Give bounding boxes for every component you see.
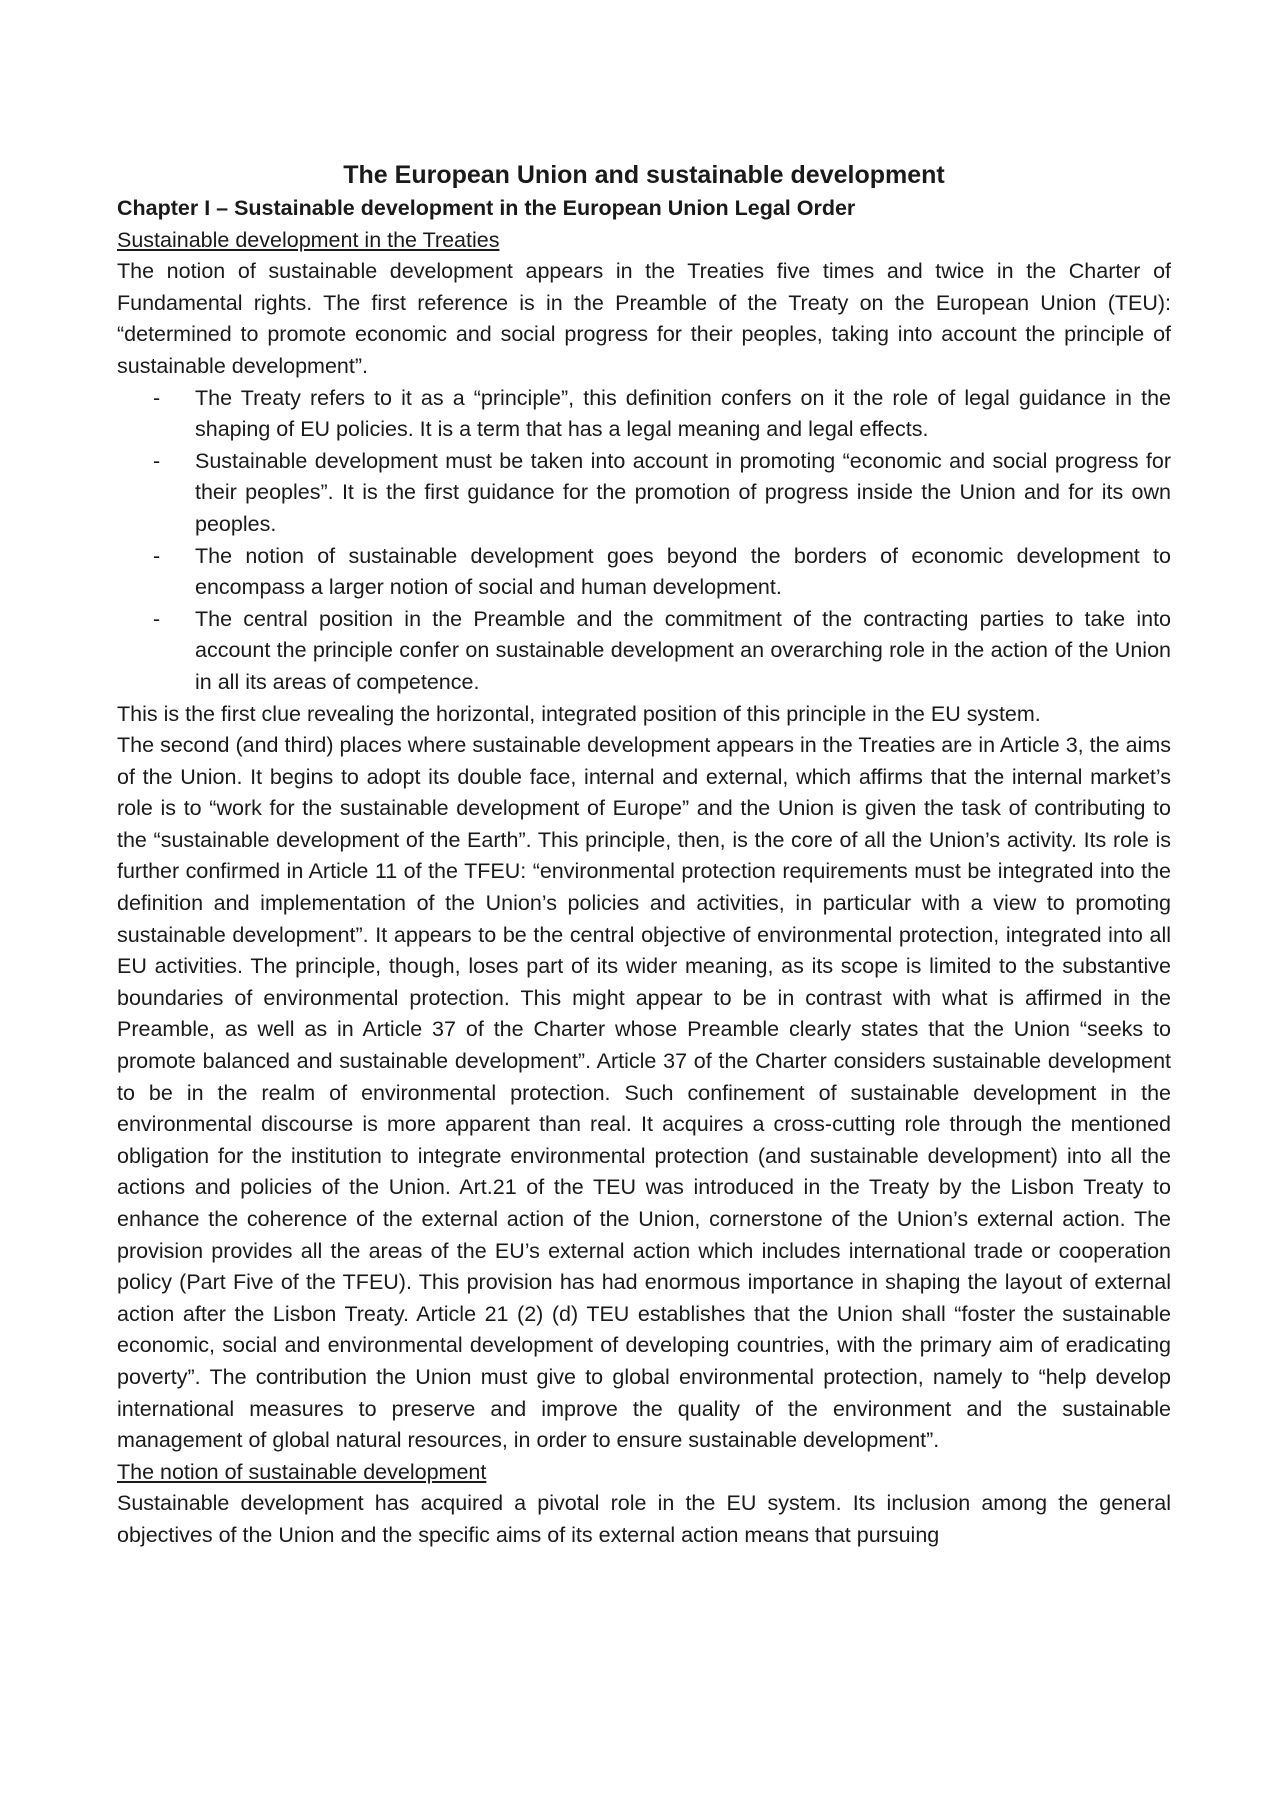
document-title: The European Union and sustainable development xyxy=(343,161,945,189)
dash-bullet: - xyxy=(153,606,161,631)
closing-paragraph: Sustainable development has acquired a pivotal role in the EU system. Its inclusion among the general objectives of the Union and the specific aims of its external action means that pursuing xyxy=(117,1491,1171,1547)
list-item xyxy=(117,541,1171,604)
section-heading-treaties: Sustainable development in the Treaties xyxy=(117,227,500,252)
intro-paragraph: The notion of sustainable development appears in the Treaties five times and twice in the Charter of Fundamental rights. The first reference is in the Preamble of the Treaty on the European Union (TEU): “determined to promote economic and social progress for their peoples, taking into account the principle of sustainable development”. xyxy=(117,259,1171,378)
list-item-text: The notion of sustainable development goes beyond the borders of economic development to encompass a larger notion of social and human development. xyxy=(195,543,1171,600)
list-item-text: The central position in the Preamble and the commitment of the contracting parties to take into account the principle confer on sustainable development an overarching role in the action of the Union in all its areas of competence. xyxy=(195,606,1171,694)
section-heading-notion: The notion of sustainable development xyxy=(117,1459,487,1484)
list-item-text: The Treaty refers to it as a “principle”, this definition confers on it the role of legal guidance in the shaping of EU policies. It is a term that has a legal meaning and legal effects. xyxy=(195,385,1171,442)
dash-bullet: - xyxy=(153,385,161,410)
list-item xyxy=(117,446,1171,541)
principle-list xyxy=(117,383,1171,699)
list-item xyxy=(117,383,1171,446)
chapter-heading: Chapter I – Sustainable development in the European Union Legal Order xyxy=(117,196,856,220)
list-item xyxy=(117,604,1171,699)
list-item-text: Sustainable development must be taken into account in promoting “economic and social progress for their peoples”. It is the first guidance for the promotion of progress inside the Union and for its own peoples. xyxy=(195,448,1171,536)
document-page xyxy=(117,157,1171,1552)
dash-bullet: - xyxy=(153,543,161,568)
dash-bullet: - xyxy=(153,448,161,473)
main-paragraph: The second (and third) places where sustainable development appears in the Treaties are in Article 3, the aims of the Union. It begins to adopt its double face, internal and external, which affirms that the internal market’s role is to “work for the sustainable development of Europe” and the Union is given the task of contributing to the “sustainable development of the Earth”. This principle, then, is the core of all the Union’s activity. Its role is further confirmed in Article 11 of the TFEU: “environmental protection requirements must be integrated into the definition and implementation of the Union’s policies and activities, in particular with a view to promoting sustainable development”. It appears to be the central objective of environmental protection, integrated into all EU activities. The principle, though, loses part of its wider meaning, as its scope is limited to the substantive boundaries of environmental protection. This might appear to be in contrast with what is affirmed in the Preamble, as well as in Article 37 of the Charter whose Preamble clearly states that the Union “seeks to promote balanced and sustainable development”. Article 37 of the Charter considers sustainable development to be in the realm of environmental protection. Such confinement of sustainable development in the environmental discourse is more apparent than real. It acquires a cross-cutting role through the mentioned obligation for the institution to integrate environmental protection (and sustainable development) into all the actions and policies of the Union. Art.21 of the TEU was introduced in the Treaty by the Lisbon Treaty to enhance the coherence of the external action of the Union, cornerstone of the Union’s external action. The provision provides all the areas of the EU’s external action which includes international trade or cooperation policy (Part Five of the TFEU). This provision has had enormous importance in shaping the layout of external action after the Lisbon Treaty. Article 21 (2) (d) TEU establishes that the Union shall “foster the sustainable economic, social and environmental development of developing countries, with the primary aim of eradicating poverty”. The contribution the Union must give to global environmental protection, namely to “help develop international measures to preserve and improve the quality of the environment and the sustainable management of global natural resources, in order to ensure sustainable development”. xyxy=(117,733,1171,1453)
clue-paragraph: This is the first clue revealing the horizontal, integrated position of this principle in the EU system. xyxy=(117,701,1041,726)
